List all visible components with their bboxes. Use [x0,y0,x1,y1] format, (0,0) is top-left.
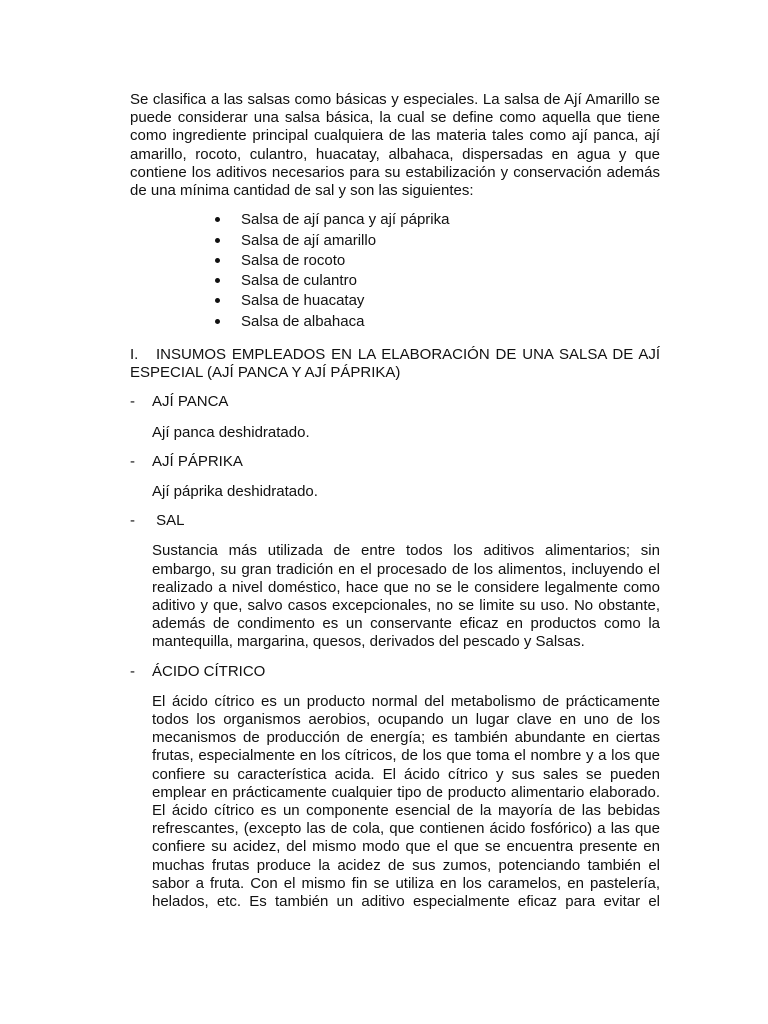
bullet-icon [215,319,220,324]
document-page [130,91,665,911]
section-heading: I. INSUMOS EMPLEADOS EN LA ELABORACIÓN DE UNA SALSA DE AJÍ ESPECIAL (AJÍ PANCA Y AJÍ PÁPRIKA) [130,346,665,382]
bullet-icon [215,258,220,263]
bullet-icon [215,298,220,303]
item-title: ÁCIDO CÍTRICO [152,662,266,680]
list-item [210,231,660,251]
list-item-label: Salsa de ají panca y ají páprika [241,211,450,229]
dash-marker: - [130,662,135,680]
dash-marker: - [130,452,135,470]
item-heading-aji-panca [130,393,660,411]
item-title: SAL [152,512,185,530]
bullet-icon [215,217,220,222]
item-title: AJÍ PANCA [152,393,229,411]
list-item [210,291,660,311]
dash-marker: - [130,512,135,530]
item-heading-aji-paprika [130,453,660,471]
item-title: AJÍ PÁPRIKA [152,452,243,470]
item-text: Ají páprika deshidratado. [152,483,318,501]
list-item-label: Salsa de ají amarillo [241,231,377,249]
item-text: Sustancia más utilizada de entre todos los aditivos alimentarios; sin embargo, su gran tradición en el procesado de los alimentos, incluyendo el realizado a nivel doméstico, hace que no se le considere legalmente como aditivo y que, salvo casos excepcionales, no se limite su uso. No obstante, además de condimento es un conservante eficaz en productos como la mantequilla, margarina, quesos, derivados del pescado y Salsas. [152,542,660,651]
list-item [210,251,660,271]
list-item [210,210,660,230]
list-item [210,271,660,291]
dash-marker: - [130,393,135,411]
bullet-icon [215,278,220,283]
item-heading-acido-citrico [130,663,660,681]
list-item-label: Salsa de rocoto [241,251,346,269]
list-item-label: Salsa de culantro [241,272,357,290]
item-heading-sal [130,512,660,530]
salsa-list [130,210,660,332]
item-text: Ají panca deshidratado. [152,423,310,441]
list-item-label: Salsa de albahaca [241,312,365,330]
item-text: El ácido cítrico es un producto normal del metabolismo de prácticamente todos los organismos aerobios, ocupando un lugar clave en uno de los mecanismos de producción de energía; es también abundante en ciertas frutas, especialmente en los cítricos, de los que toma el nombre y a los que confiere su característica acida. El ácido cítrico y sus sales se pueden emplear en prácticamente cualquier tipo de producto alimentario elaborado. El ácido cítrico es un componente esencial de la mayoría de las bebidas refrescantes, (excepto las de cola, que contienen ácido fosfórico) a las que confiere su acidez, del mismo modo que el que se encuentra presente en muchas frutas produce la acidez de sus zumos, potenciando también el sabor a fruta. Con el mismo fin se utiliza en los caramelos, en pastelería, helados, etc. Es también un aditivo especialmente eficaz para evitar el [152,692,660,911]
bullet-icon [215,238,220,243]
intro-paragraph: Se clasifica a las salsas como básicas y especiales. La salsa de Ají Amarillo se puede considerar una salsa básica, la cual se define como aquella que tiene como ingrediente principal cualquiera de las materia tales como ají panca, ají amarillo, rocoto, culantro, huacatay, albahaca, dispersadas en agua y que contiene los aditivos necesarios para su estabilización y conservación además de una mínima cantidad de sal y son las siguientes: [130,91,660,200]
list-item-label: Salsa de huacatay [241,292,365,310]
list-item [210,312,660,332]
